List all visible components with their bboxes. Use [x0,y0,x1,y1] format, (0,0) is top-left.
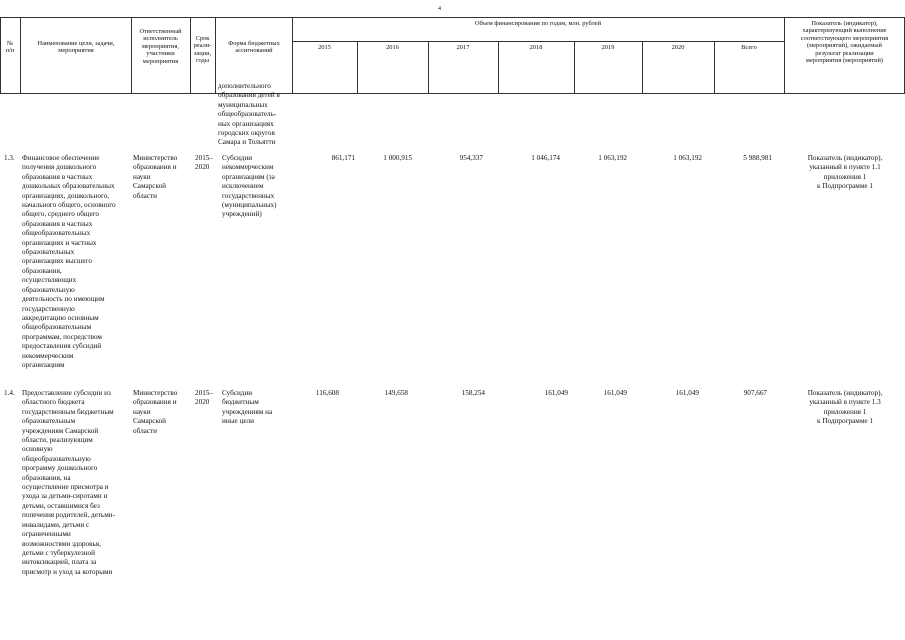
header-form: Форма бюджетных ассигнований [228,40,280,55]
header-mid-rule [292,41,784,42]
year-2016: 2016 [386,44,399,51]
header-name: Наименование цели, задачи, мероприятия [37,40,115,55]
value-2017: 954,337 [459,154,483,162]
row-number: 1.3. [4,154,15,162]
row-term: 2015– 2020 [195,154,213,172]
header-top-rule [0,17,905,18]
value-2018: 1 046,174 [531,154,560,162]
table-header [0,17,905,93]
year-2018: 2018 [529,44,543,51]
header-num: № п/п [5,40,15,55]
header-funding: Объем финансирования по годам, млн. рублей [474,20,602,27]
header-bottom-rule [0,93,905,94]
row-term: 2015– 2020 [195,389,213,407]
header-term: Срок реали- зации, годы [193,35,212,65]
value-total: 907,667 [743,389,767,397]
page-number: 4 [438,6,441,12]
col-line [0,17,1,93]
row-name: Предоставление субсидии из областного бюджета государственным бюджетным образовательным учреждениям Самарской области, реализующим основную общеобразовательную программу дошкольного образования, на осуществление присмотра и ухода за детьми-сиротами и детьми, оставшимися без попечения родителей, детьми- инвалидами, детьми с ограниченными возможностями здоровья, детьми с туберкулезной интоксикацией, плата за присмотр и уход за которыми [22,389,115,576]
year-total: Всего [741,44,757,51]
value-total: 5 988,981 [743,154,772,162]
value-2019: 161,049 [603,389,627,397]
row-form: Субсидии бюджетным учреждениям на иные цели [222,389,273,426]
value-2020: 1 063,192 [673,154,702,162]
year-2017: 2017 [456,44,470,51]
value-2015: 116,608 [315,389,339,397]
value-2019: 1 063,192 [598,154,627,162]
value-2017: 158,254 [461,389,485,397]
continuation-text: дополнительного образования детей в муниципальных общеобразователь- ных организациях городских округов Самара и Тольятти [218,82,280,147]
header-indicator: Показатель (индикатор), характеризующий выполнение соответствующего мероприятия (мероприятий), ожидаемый результат реализации мероприятия (мероприятий) [800,20,889,65]
value-2018: 161,049 [544,389,568,397]
value-2015: 861,171 [331,154,355,162]
row-indicator: Показатель (индикатор), указанный в пункте 1.3 приложения 1 к Подпрограмме 1 [807,389,883,426]
row-indicator: Показатель (индикатор), указанный в пункте 1.1 приложения 1 к Подпрограмме 1 [807,154,883,191]
row-responsible: Министерство образования и науки Самарской области [133,154,178,200]
row-responsible: Министерство образования и науки Самарской области [133,389,178,435]
col-line [20,17,21,93]
value-2020: 161,049 [675,389,699,397]
header-responsible: Ответственный исполнитель мероприятия, участники мероприятия [139,28,182,65]
col-line [215,17,216,93]
value-2016: 149,658 [384,389,408,397]
year-2020: 2020 [671,44,685,51]
row-form: Субсидии некоммерческим организациям (за исключением государственных (муниципальных) учреждений) [222,154,277,219]
row-name: Финансовое обеспечение получения дошкольного образования в частных дошкольных образовательных организациях, дошкольного, начального общего, основного общего, среднего общего образования в частных общеобразовательных организациях и частных образовательных организациях высшего образования, осуществляющих образовательную деятельность по имеющим государственную аккредитацию основным общеобразовательным программам, посредством предоставления субсидий некоммерческим организациям [22,154,116,369]
year-2015: 2015 [318,44,331,51]
value-2016: 1 000,915 [383,154,412,162]
year-2019: 2019 [601,44,615,51]
row-number: 1.4. [4,389,15,397]
